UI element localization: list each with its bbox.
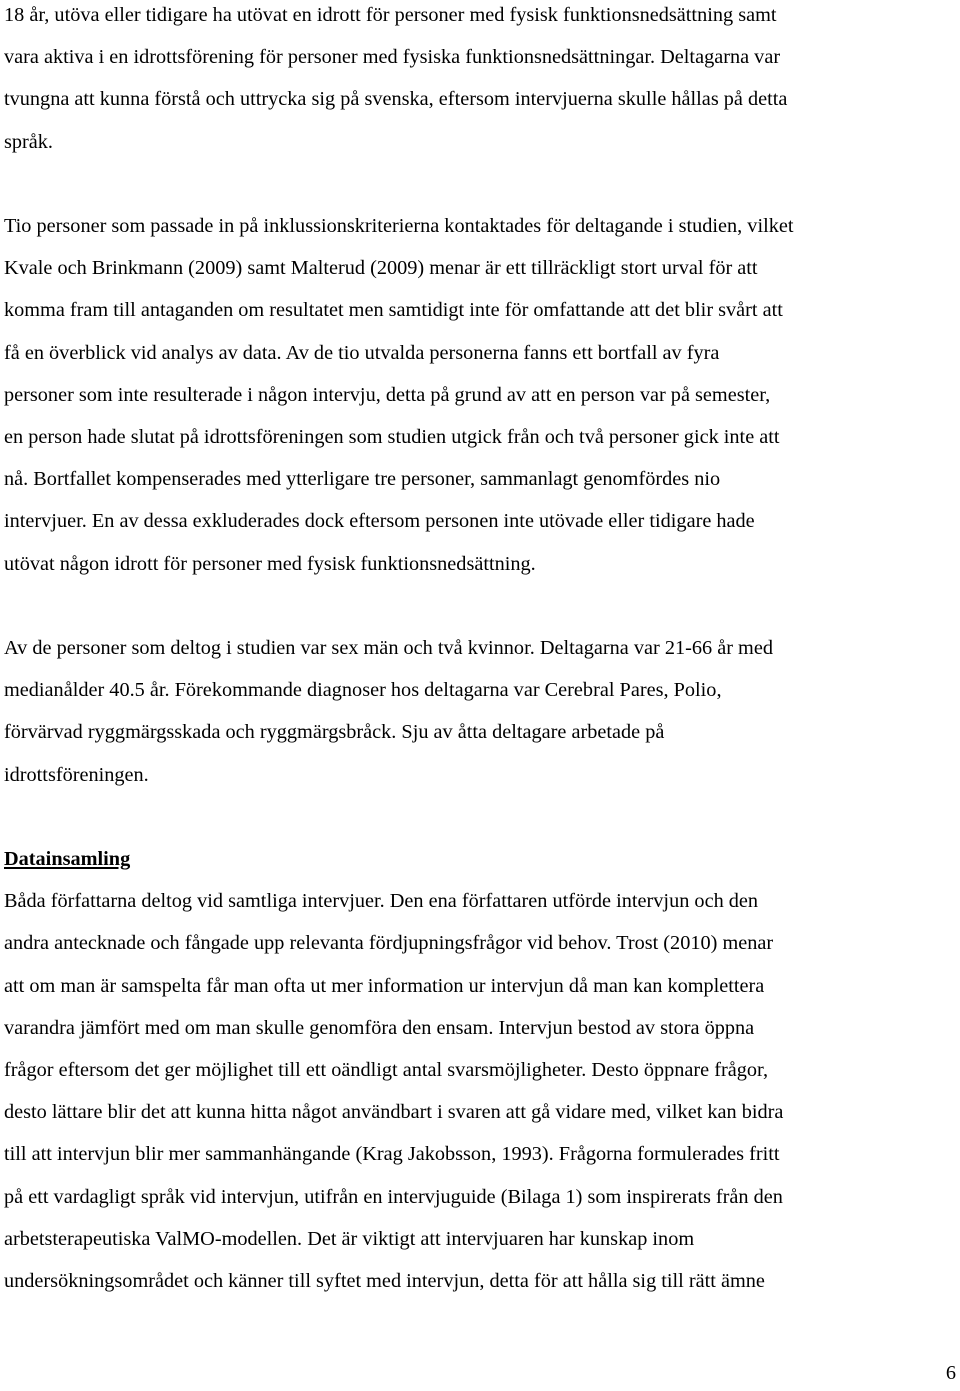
text-line: språk. xyxy=(4,130,53,153)
text-line: förvärvad ryggmärgsskada och ryggmärgsbråck. Sju av åtta deltagare arbetade på xyxy=(4,721,665,744)
text-line: Av de personer som deltog i studien var sex män och två kvinnor. Deltagarna var 21-66 år med xyxy=(4,637,773,660)
text-line: komma fram till antaganden om resultatet men samtidigt inte för omfattande att det blir svårt att xyxy=(4,299,783,322)
paragraph-gap xyxy=(4,796,950,838)
text-line: till att intervjun blir mer sammanhängande (Krag Jakobsson, 1993). Frågorna formulerades fritt xyxy=(4,1143,780,1166)
paragraph-gap xyxy=(4,163,950,205)
text-line: medianålder 40.5 år. Förekommande diagnoser hos deltagarna var Cerebral Pares, Polio, xyxy=(4,679,722,702)
paragraph-participants xyxy=(4,627,950,796)
text-line: 18 år, utöva eller tidigare ha utövat en idrott för personer med fysisk funktionsnedsättning samt xyxy=(4,4,777,26)
text-line: en person hade slutat på idrottsföreningen som studien utgick från och två personer gick inte att xyxy=(4,426,780,449)
text-line: tvungna att kunna förstå och uttrycka sig på svenska, eftersom intervjuerna skulle hållas på detta xyxy=(4,88,788,111)
section-heading-datainsamling: Datainsamling xyxy=(4,848,131,871)
text-line: undersökningsområdet och känner till syftet med intervjun, detta för att hålla sig till rätt ämne xyxy=(4,1270,765,1293)
page-number: 6 xyxy=(945,1362,956,1384)
text-line: andra antecknade och fångade upp relevanta fördjupningsfrågor vid behov. Trost (2010) menar xyxy=(4,932,774,955)
text-line: vara aktiva i en idrottsförening för personer med fysiska funktionsnedsättningar. Deltagarna var xyxy=(4,46,781,69)
paragraph-data-collection xyxy=(4,880,950,1302)
text-line: nå. Bortfallet kompenserades med ytterligare tre personer, sammanlagt genomfördes nio xyxy=(4,468,721,491)
text-line: arbetsterapeutiska ValMO-modellen. Det är viktigt att intervjuaren har kunskap inom xyxy=(4,1227,695,1250)
text-line: varandra jämfört med om man skulle genomföra den ensam. Intervjun bestod av stora öppna xyxy=(4,1016,755,1039)
text-line: desto lättare blir det att kunna hitta något användbart i svaren att gå vidare med, vilket kan bidra xyxy=(4,1101,784,1124)
text-line: frågor eftersom det ger möjlighet till ett oändligt antal svarsmöjligheter. Desto öppnare frågor, xyxy=(4,1059,769,1082)
text-line: få en överblick vid analys av data. Av de tio utvalda personerna fanns ett bortfall av fyra xyxy=(4,341,720,364)
paragraph-selection xyxy=(4,205,950,585)
document-page xyxy=(4,0,950,1302)
text-line: intervjuer. En av dessa exkluderades dock eftersom personen inte utövade eller tidigare hade xyxy=(4,510,755,533)
text-line: Båda författarna deltog vid samtliga intervjuer. Den ena författaren utförde intervjun och den xyxy=(4,890,759,913)
text-line: på ett vardagligt språk vid intervjun, utifrån en intervjuguide (Bilaga 1) som inspirerats från den xyxy=(4,1185,783,1208)
text-line: utövat någon idrott för personer med fysisk funktionsnedsättning. xyxy=(4,552,536,575)
text-line: personer som inte resulterade i någon intervju, detta på grund av att en person var på semester, xyxy=(4,383,771,406)
text-line: att om man är samspelta får man ofta ut mer information ur intervjun då man kan komplettera xyxy=(4,974,765,997)
text-line: Kvale och Brinkmann (2009) samt Malterud (2009) menar är ett tillräckligt stort urval för att xyxy=(4,257,758,280)
text-line: idrottsföreningen. xyxy=(4,763,149,786)
paragraph-gap xyxy=(4,585,950,627)
text-line: Tio personer som passade in på inklussionskriterierna kontaktades för deltagande i studien, vilket xyxy=(4,215,794,237)
paragraph-inclusion-criteria xyxy=(4,0,950,163)
